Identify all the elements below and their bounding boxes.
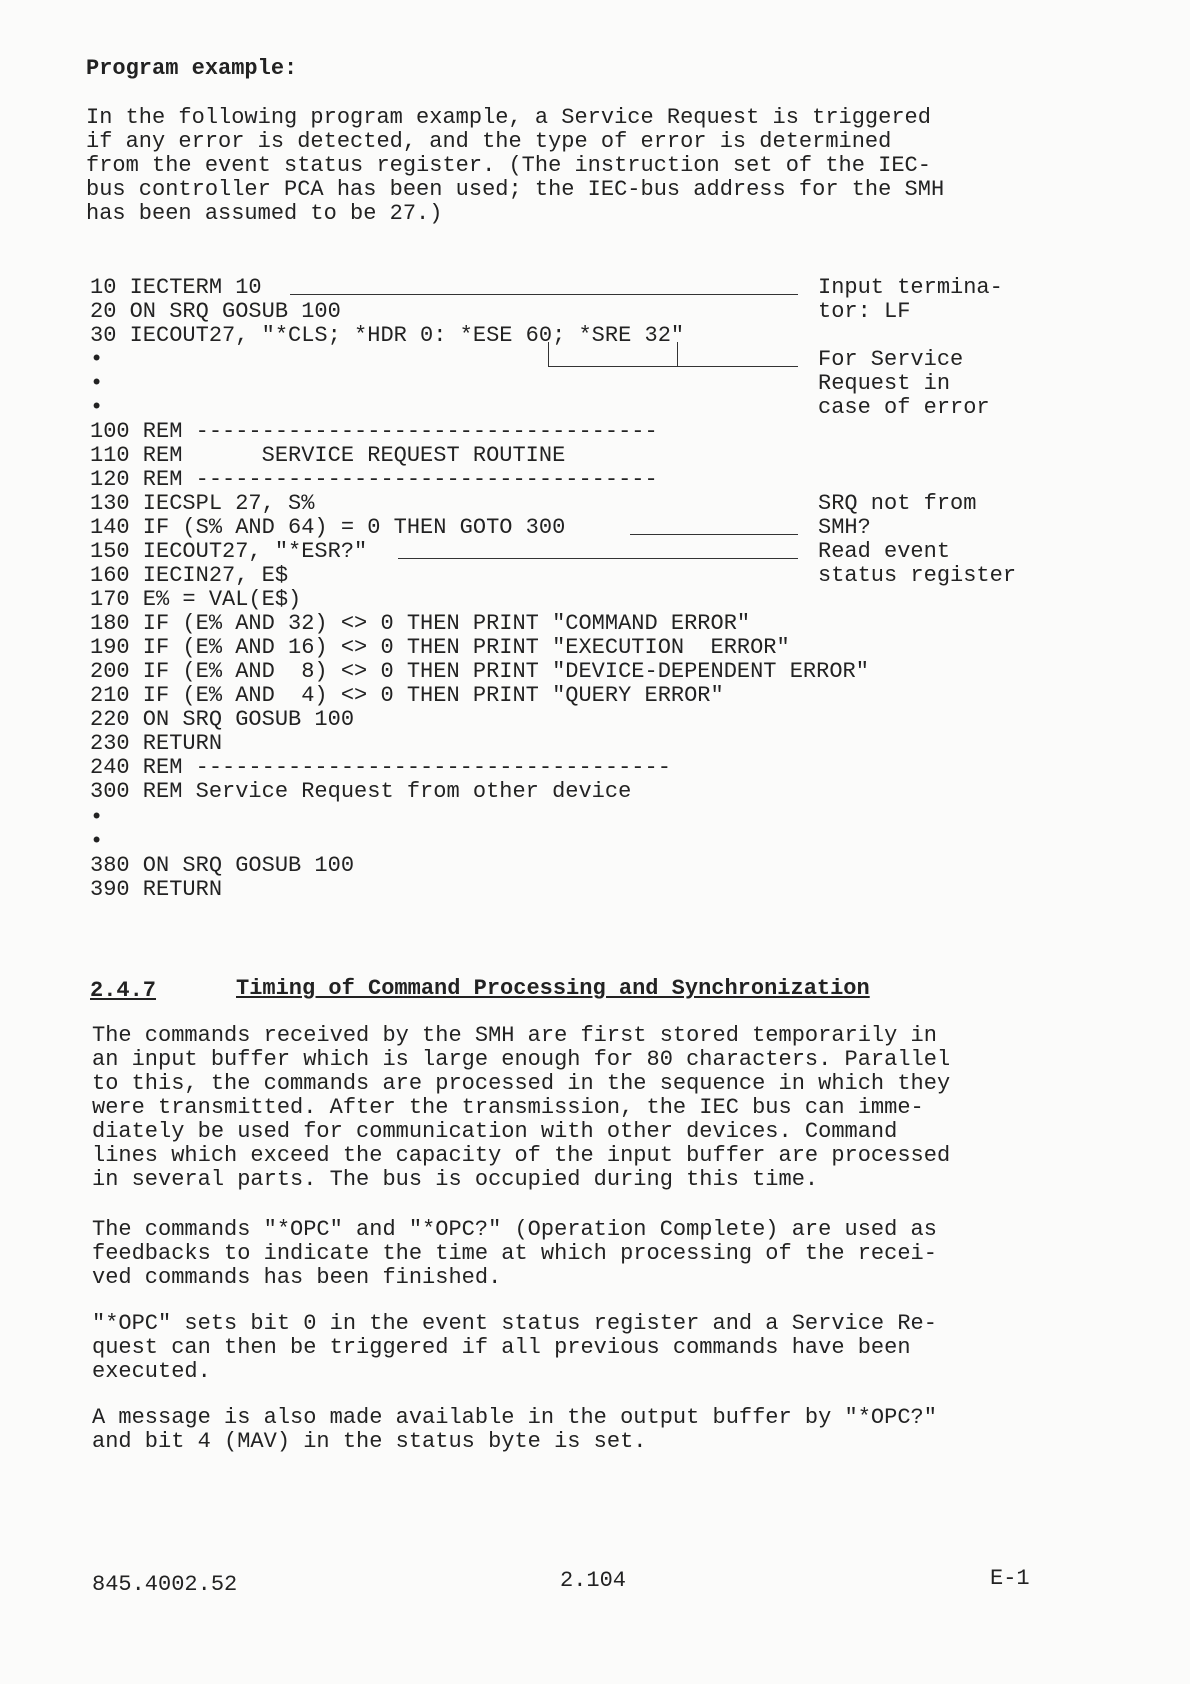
footer-page-number: 2.104 bbox=[560, 1568, 627, 1593]
code-line: 10 IECTERM 10 bbox=[90, 275, 262, 300]
section-paragraph-1 bbox=[92, 1024, 1032, 1192]
section-number: 2.4.7 bbox=[90, 978, 157, 1003]
annotation-input-terminator: tor: LF bbox=[818, 299, 911, 324]
code-line: 200 IF (E% AND 8) <> 0 THEN PRINT "DEVICE-DEPENDENT ERROR" bbox=[90, 659, 869, 684]
annotation-read-event: status register bbox=[818, 563, 1017, 588]
leader-tick bbox=[677, 342, 678, 366]
intro-line: In the following program example, a Service Request is triggered bbox=[86, 105, 931, 130]
code-line: 150 IECOUT27, "*ESR?" bbox=[90, 539, 368, 564]
code-line: 380 ON SRQ GOSUB 100 bbox=[90, 853, 355, 878]
paragraph-line: and bit 4 (MAV) in the status byte is set. bbox=[92, 1429, 647, 1454]
paragraph-line: "*OPC" sets bit 0 in the event status register and a Service Re- bbox=[92, 1311, 937, 1336]
code-line: 20 ON SRQ GOSUB 100 bbox=[90, 299, 341, 324]
annotation-input-terminator: Input termina- bbox=[818, 275, 1003, 300]
code-line: 160 IECIN27, E$ bbox=[90, 563, 289, 588]
code-line: 30 IECOUT27, "*CLS; *HDR 0: *ESE 60; *SRE 32" bbox=[90, 323, 685, 348]
footer-edition: E-1 bbox=[990, 1566, 1030, 1591]
paragraph-line: The commands received by the SMH are first stored temporarily in bbox=[92, 1023, 937, 1048]
paragraph-line: in several parts. The bus is occupied during this time. bbox=[92, 1167, 819, 1192]
code-line: 240 REM ------------------------------------ bbox=[90, 755, 671, 780]
annotation-srq-not-from: SRQ not from bbox=[818, 491, 977, 516]
leader-line bbox=[398, 558, 798, 559]
code-line: 190 IF (E% AND 16) <> 0 THEN PRINT "EXECUTION ERROR" bbox=[90, 635, 790, 660]
intro-paragraph bbox=[86, 106, 1036, 226]
code-line: • bbox=[90, 347, 104, 372]
annotation-srq-not-from: SMH? bbox=[818, 515, 871, 540]
program-example-heading: Program example: bbox=[86, 56, 298, 81]
leader-line bbox=[290, 294, 798, 295]
code-line: 130 IECSPL 27, S% bbox=[90, 491, 315, 516]
code-line: 170 E% = VAL(E$) bbox=[90, 587, 302, 612]
footer-doc-number: 845.4002.52 bbox=[92, 1572, 238, 1597]
paragraph-line: quest can then be triggered if all previous commands have been bbox=[92, 1335, 911, 1360]
paragraph-line: The commands "*OPC" and "*OPC?" (Operation Complete) are used as bbox=[92, 1217, 937, 1242]
annotation-read-event: Read event bbox=[818, 539, 951, 564]
paragraph-line: feedbacks to indicate the time at which processing of the recei- bbox=[92, 1241, 937, 1266]
paragraph-line: diately be used for communication with other devices. Command bbox=[92, 1119, 898, 1144]
section-title: Timing of Command Processing and Synchronization bbox=[236, 976, 870, 1001]
intro-line: bus controller PCA has been used; the IEC-bus address for the SMH bbox=[86, 177, 945, 202]
annotation-service-request: For Service bbox=[818, 347, 964, 372]
paragraph-line: to this, the commands are processed in the sequence in which they bbox=[92, 1071, 951, 1096]
intro-line: from the event status register. (The instruction set of the IEC- bbox=[86, 153, 931, 178]
code-line: 220 ON SRQ GOSUB 100 bbox=[90, 707, 355, 732]
code-line: 140 IF (S% AND 64) = 0 THEN GOTO 300 bbox=[90, 515, 566, 540]
code-line: 100 REM ----------------------------------- bbox=[90, 419, 658, 444]
paragraph-line: were transmitted. After the transmission, the IEC bus can imme- bbox=[92, 1095, 924, 1120]
paragraph-line: an input buffer which is large enough for 80 characters. Parallel bbox=[92, 1047, 951, 1072]
code-line: • bbox=[90, 805, 104, 830]
leader-tick bbox=[548, 342, 549, 366]
paragraph-line: lines which exceed the capacity of the input buffer are processed bbox=[92, 1143, 951, 1168]
code-line: 180 IF (E% AND 32) <> 0 THEN PRINT "COMMAND ERROR" bbox=[90, 611, 751, 636]
code-line: 120 REM ----------------------------------- bbox=[90, 467, 658, 492]
annotation-service-request: case of error bbox=[818, 395, 990, 420]
paragraph-line: executed. bbox=[92, 1359, 211, 1384]
code-line: • bbox=[90, 395, 104, 420]
code-line: • bbox=[90, 829, 104, 854]
code-line: 300 REM Service Request from other device bbox=[90, 779, 632, 804]
leader-line bbox=[548, 366, 798, 367]
section-paragraph-4 bbox=[92, 1406, 1032, 1454]
leader-line bbox=[630, 534, 798, 535]
section-paragraph-3 bbox=[92, 1312, 1032, 1384]
code-line: 110 REM SERVICE REQUEST ROUTINE bbox=[90, 443, 566, 468]
code-line: • bbox=[90, 371, 104, 396]
code-line: 390 RETURN bbox=[90, 877, 223, 902]
paragraph-line: A message is also made available in the output buffer by "*OPC?" bbox=[92, 1405, 937, 1430]
annotation-service-request: Request in bbox=[818, 371, 951, 396]
code-line: 230 RETURN bbox=[90, 731, 223, 756]
paragraph-line: ved commands has been finished. bbox=[92, 1265, 502, 1290]
intro-line: if any error is detected, and the type of error is determined bbox=[86, 129, 892, 154]
section-paragraph-2 bbox=[92, 1218, 1032, 1290]
code-line: 210 IF (E% AND 4) <> 0 THEN PRINT "QUERY ERROR" bbox=[90, 683, 724, 708]
intro-line: has been assumed to be 27.) bbox=[86, 201, 443, 226]
